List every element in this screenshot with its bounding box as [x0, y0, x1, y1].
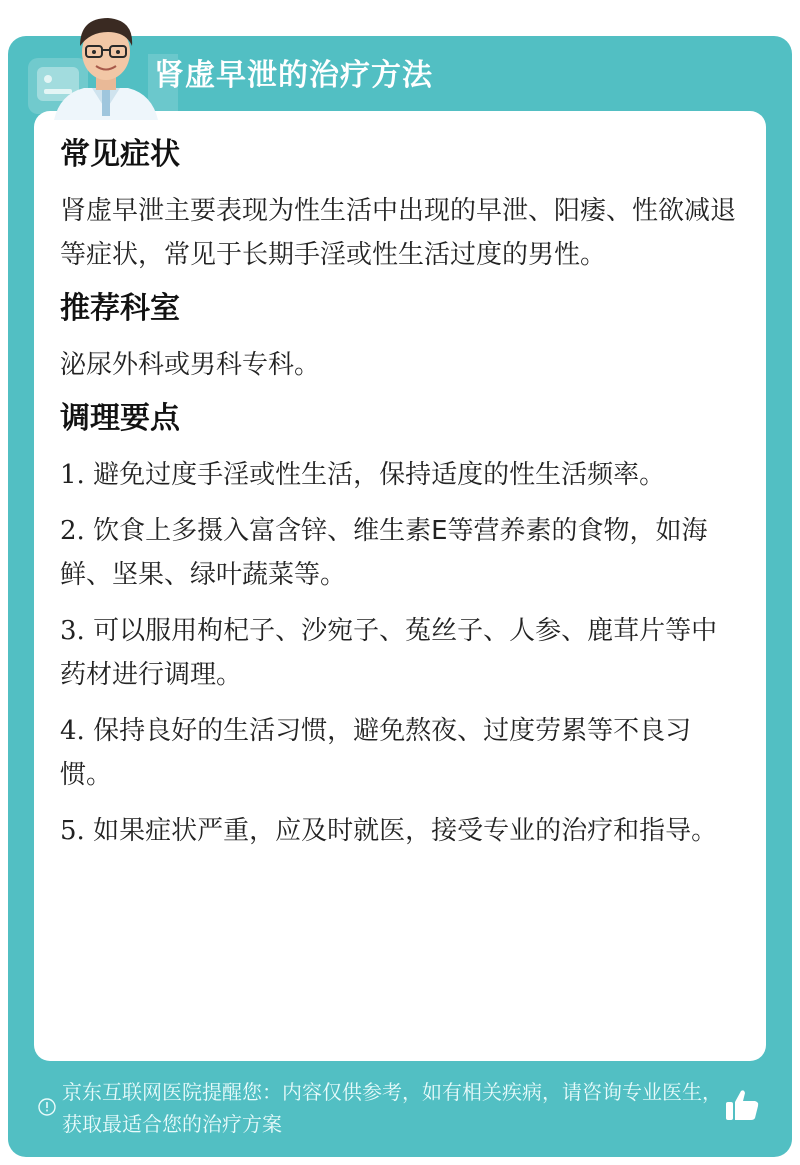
list-item-text: 饮食上多摄入富含锌、维生素E等营养素的食物，如海鲜、坚果、绿叶蔬菜等。 — [60, 516, 708, 590]
list-item-number: 5. — [60, 816, 85, 846]
list-item — [60, 609, 740, 697]
list-item — [60, 809, 740, 853]
disclaimer-text: 京东互联网医院提醒您：内容仅供参考，如有相关疾病，请咨询专业医生，获取最适合您的治疗方案 — [62, 1080, 722, 1136]
list-item-text: 如果症状严重，应及时就医，接受专业的治疗和指导。 — [93, 816, 718, 846]
department-text: 泌尿外科或男科专科。 — [60, 350, 321, 380]
care-list — [60, 453, 740, 853]
list-item-text: 可以服用枸杞子、沙宛子、菟丝子、人参、鹿茸片等中药材进行调理。 — [60, 616, 718, 690]
list-item — [60, 509, 740, 597]
info-icon — [38, 1098, 56, 1116]
list-item-number: 2. — [60, 516, 85, 546]
footer — [8, 1076, 792, 1156]
list-item-text: 保持良好的生活习惯，避免熬夜、过度劳累等不良习惯。 — [60, 716, 692, 790]
content-panel — [34, 111, 766, 1061]
thumbs-up-icon[interactable] — [724, 1088, 760, 1122]
list-item — [60, 453, 740, 497]
page-title: 肾虚早泄的治疗方法 — [154, 58, 433, 93]
article-card — [8, 36, 792, 1157]
section-title-symptoms: 常见症状 — [60, 137, 180, 172]
list-item-text: 避免过度手淫或性生活，保持适度的性生活频率。 — [93, 460, 666, 490]
list-item-number: 1. — [60, 460, 85, 490]
list-item — [60, 709, 740, 797]
list-item-number: 3. — [60, 616, 85, 646]
section-title-department: 推荐科室 — [60, 291, 180, 326]
doctor-avatar — [46, 10, 166, 120]
list-item-number: 4. — [60, 716, 85, 746]
symptoms-text: 肾虚早泄主要表现为性生活中出现的早泄、阳痿、性欲减退等症状，常见于长期手淫或性生活过度的男性。 — [60, 196, 737, 270]
section-title-care: 调理要点 — [60, 401, 180, 436]
